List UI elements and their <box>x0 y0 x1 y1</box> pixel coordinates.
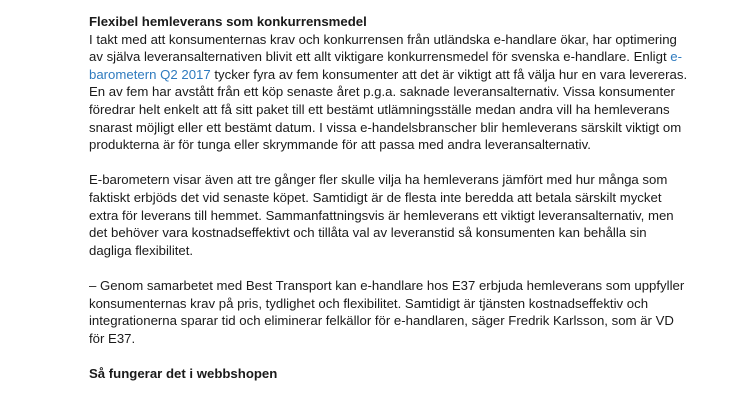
document-page <box>89 13 689 382</box>
paragraph-quote: – Genom samarbetet med Best Transport kan e-handlare hos E37 erbjuda hemleverans som uppfyller konsumenternas krav på pris, tydlighet och flexibilitet. Samtidigt är tjänsten kostnadseffektiv och integrationerna sparar tid och eliminerar felkällor för e-handlaren, säger Fredrik Karlsson, som är VD för E37. <box>89 277 685 346</box>
e-barometern-link[interactable]: e-barometern Q2 2017 <box>89 49 683 82</box>
section-heading-webbshopen: Så fungerar det i webbshopen <box>89 365 278 381</box>
paragraph-intro <box>89 31 689 154</box>
paragraph-spacer <box>89 154 689 172</box>
paragraph-e-barometern: E-barometern visar även att tre gånger fler skulle vilja ha hemleverans jämfört med hur många som faktiskt erbjöds det vid senaste köpet. Samtidigt är de flesta inte beredda att betala särskilt mycket extra för leverans till hemmet. Sammanfattningsvis är hemleverans ett viktigt leveransalternativ, men det behöver vara kostnadseffektivt och tillåta val av leveranstid så konsumenten kan behålla sin dagliga flexibilitet. <box>89 172 674 258</box>
paragraph-intro-text-start: I takt med att konsumenternas krav och konkurrensen från utländska e-handlare ökar, har optimering av själva leveransalternativen blivit ett allt viktigare konkurrensmedel för svenska e-handlare. Enligt <box>89 31 677 65</box>
section-heading-flexibel-hemleverans: Flexibel hemleverans som konkurrensmedel <box>89 14 367 29</box>
paragraph-spacer <box>89 347 689 365</box>
paragraph-intro-text-end: tycker fyra av fem konsumenter att det är viktigt att få välja hur en vara levereras. En av fem har avstått från ett köp senaste året p.g.a. saknade leveransalternativ. Vissa konsumenter föredrar helt enkelt att få sitt paket till ett bestämt utlämningsställe medan andra vill ha hemleverans snarast möjligt eller ett bestämt datum. I vissa e-handelsbranscher blir hemleverans särskilt viktigt om produkterna är för tunga eller skrymmande för att passa med andra leveransalternativ. <box>89 66 688 153</box>
paragraph-spacer <box>89 259 689 277</box>
